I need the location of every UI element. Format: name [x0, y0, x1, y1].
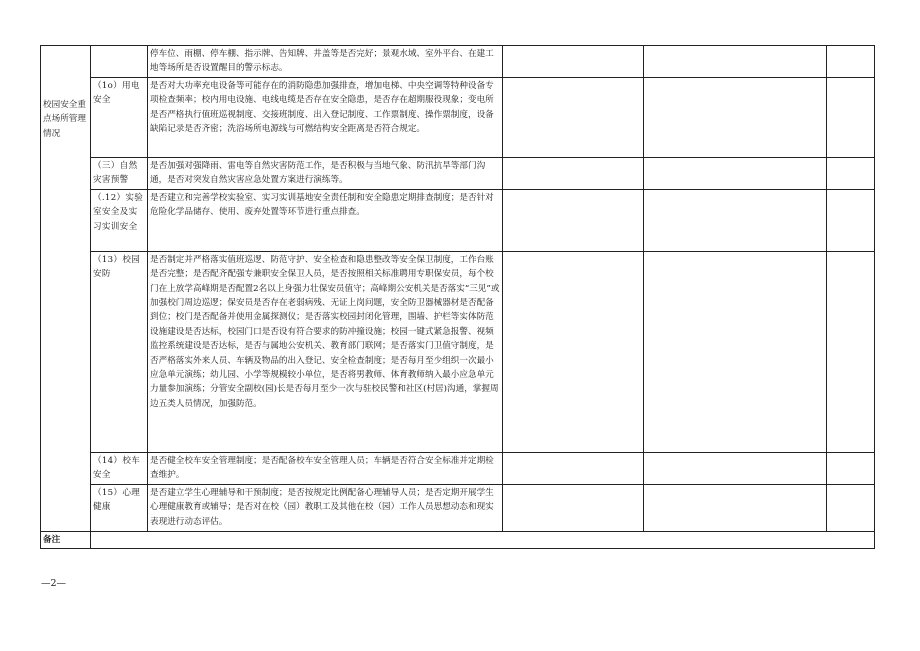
issue-cell[interactable]: [644, 452, 827, 484]
page-number: —2—: [41, 578, 67, 589]
row-label: [91, 46, 148, 78]
row-content: 是否加强对强降雨、雷电等自然灾害防范工作，是否积极与当地气象、防汛抗旱等部门沟通，是否对突发自然灾害应急处置方案进行演练等。: [148, 158, 503, 190]
row-label: （13）校园安防: [91, 251, 148, 452]
issue-cell[interactable]: [644, 189, 827, 251]
rectify-cell[interactable]: [827, 78, 875, 158]
result-cell[interactable]: [503, 46, 644, 78]
issue-cell[interactable]: [644, 484, 827, 531]
section-label: 校园安全重点场所管理情况: [41, 46, 91, 532]
issue-cell[interactable]: [644, 46, 827, 78]
table-row: [41, 189, 875, 251]
row-label: （15）心理健康: [91, 484, 148, 531]
result-cell[interactable]: [503, 484, 644, 531]
rectify-cell[interactable]: [827, 46, 875, 78]
remarks-row: [41, 531, 875, 548]
row-label: （三）自然灾害预警: [91, 158, 148, 190]
table-row: [41, 452, 875, 484]
result-cell[interactable]: [503, 78, 644, 158]
result-cell[interactable]: [503, 452, 644, 484]
row-content: 是否制定并严格落实值班巡逻、防范守护、安全检查和隐患整改等安全保卫制度，工作台账是否完整；是否配齐配强专兼职安全保卫人员，是否按照相关标准聘用专职保安员，每个校门在上放学高峰期是否配置2名以上身强力壮保安员值守；高峰期公安机关是否落实“三见”或加强校门周边巡逻；保安员是否存在老弱病残、无证上岗问题，安全防卫器械器材是否配备到位；校门是否配备并使用金属探测仪；是否落实校园封闭化管理，围墙、护栏等实体防范设施建设是否达标，校园门口是否设有符合要求的防冲撞设施；校园一键式紧急报警、视频监控系统建设是否达标，是否与属地公安机关、教育部门联网；是否落实门卫值守制度，是否严格落实外来人员、车辆及物品的出入登记、安全检查制度；是否每月至少组织一次最小应急单元演练；幼儿园、小学等规模较小单位，是否将男教师、体育教师纳入最小应急单元力量参加演练；分管安全副校(园)长是否每月至少一次与驻校民警和社区(村居)沟通，掌握周边五类人员情况，加强防范。: [148, 251, 503, 452]
table-row: [41, 158, 875, 190]
issue-cell[interactable]: [644, 158, 827, 190]
table-row: [41, 78, 875, 158]
remarks-field[interactable]: [91, 531, 875, 548]
row-content: 是否建立学生心理辅导和干预制度；是否按规定比例配备心理辅导人员；是否定期开展学生心理健康教育或辅导；是否对在校（园）教职工及其他在校（园）工作人员思想动态和现实表现进行动态评估。: [148, 484, 503, 531]
table-row: [41, 484, 875, 531]
row-content: 是否对大功率充电设备等可能存在的消防隐患加强排查，增加电梯、中央空调等特种设备专项检查频率；校内用电设施、电线电缆是否存在安全隐患，是否存在超期服役现象；变电所是否严格执行值班巡视制度、交接班制度、出入登记制度、工作票制度、操作票制度，设备缺陷记录是否齐密；洗浴场所电源线与可燃结构安全距离是否符合规定。: [148, 78, 503, 158]
row-label: （14）校车安全: [91, 452, 148, 484]
result-cell[interactable]: [503, 189, 644, 251]
table-row: [41, 251, 875, 452]
row-content: 是否建立和完善学校实验室、实习实训基地安全责任制和安全隐患定期排查制度；是否针对危险化学品储存、使用、废弃处置等环节进行重点排查。: [148, 189, 503, 251]
rectify-cell[interactable]: [827, 158, 875, 190]
rectify-cell[interactable]: [827, 189, 875, 251]
result-cell[interactable]: [503, 251, 644, 452]
issue-cell[interactable]: [644, 251, 827, 452]
row-label: （1o）用电安全: [91, 78, 148, 158]
result-cell[interactable]: [503, 158, 644, 190]
table-row: [41, 46, 875, 78]
rectify-cell[interactable]: [827, 251, 875, 452]
issue-cell[interactable]: [644, 78, 827, 158]
row-content: 是否健全校车安全管理制度；是否配备校车安全管理人员；车辆是否符合安全标准并定期检查维护。: [148, 452, 503, 484]
row-content: 停车位、雨棚、停车棚、指示牌、告知牌、井盖等是否完好；景观水域、室外平台、在建工地等场所是否设置醒目的警示标志。: [148, 46, 503, 78]
remarks-label: 备注: [41, 531, 91, 548]
row-label: （.12）实验室安全及实习实训安全: [91, 189, 148, 251]
inspection-table: [40, 45, 875, 549]
rectify-cell[interactable]: [827, 484, 875, 531]
rectify-cell[interactable]: [827, 452, 875, 484]
